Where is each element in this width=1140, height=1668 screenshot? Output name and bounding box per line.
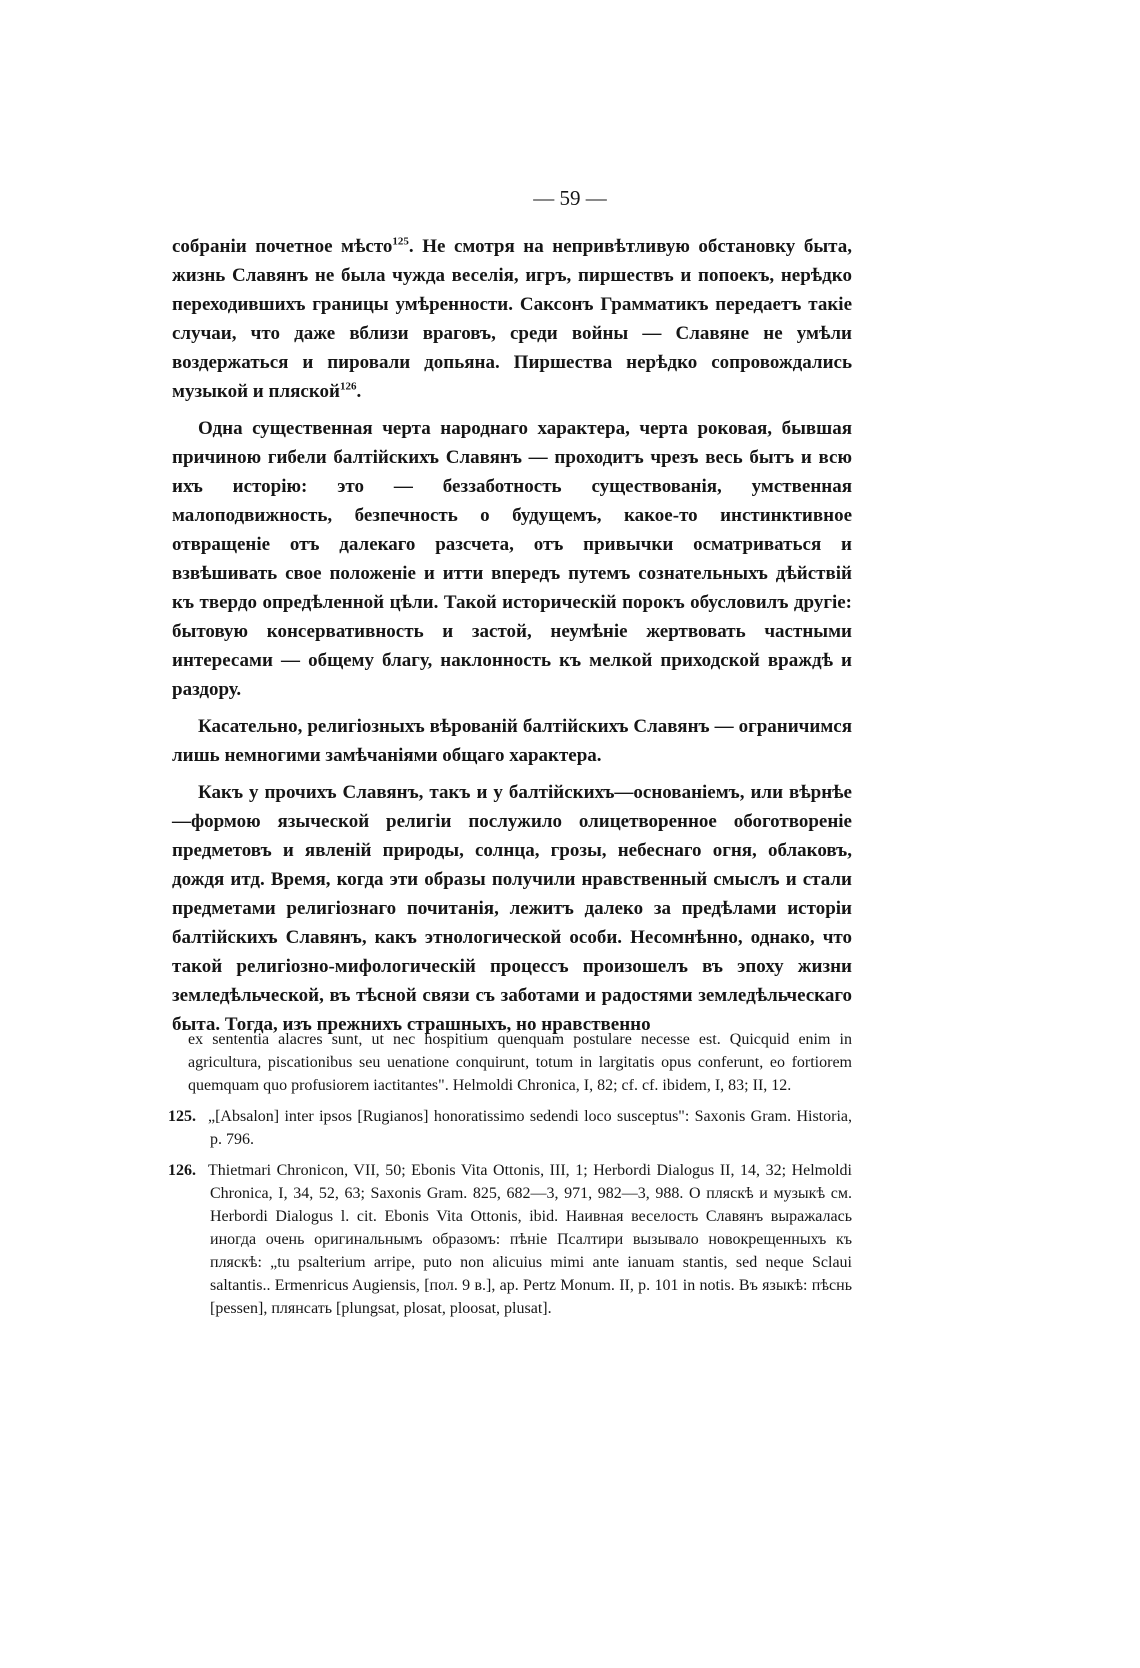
footnote-126-text: Thietmari Chronicon, VII, 50; Ebonis Vita Ottonis, III, 1; Herbordi Dialogus II, 14, 32; Helmoldi Chronica, I, 34, 52, 63; Saxonis Gram. 825, 682—3, 971, 982—3, 988. О пляскѣ и музыкѣ см. Herbordi Dialogus l. cit. Ebonis Vita Ottonis, ibid. Наивная веселость Славянъ выражалась иногда очень оригинальнымъ образомъ: пѣніе Псалтири вызывало новокрещенныхъ къ пляскѣ: „tu psalterium arripe, puto non alicuius mimi ante ianuam stantis, sed neque Sclaui saltantis.. Ermenricus Augiensis, [пол. 9 в.], ap. Pertz Monum. II, p. 101 in notis. Въ языкѣ: пѣснь [pessen], плянсать [plungsat, plosat, ploosat, plusat]. — [208, 1162, 852, 1317]
footnote-126-number: 126. — [168, 1162, 196, 1179]
paragraph-1 — [172, 232, 852, 406]
footnote-continuation: ex sententia alacres sunt, ut nec hospitium quenquam postulare necesse est. Quicquid enim in agricultura, piscationibus seu uenatione conquirunt, totum in largitatis opus conferunt, eo fortiorem quemquam quo profusiorem iactitantes". Helmoldi Chronica, I, 82; cf. cf. ibidem, I, 83; II, 12. — [188, 1031, 852, 1094]
footnote-125-number: 125. — [168, 1108, 196, 1125]
footnote-126 — [168, 1159, 852, 1320]
main-text — [172, 232, 852, 1047]
footnotes — [168, 1028, 852, 1328]
paragraph-1-text: собраніи почетное мѣсто — [172, 236, 393, 257]
paragraph-4: Какъ у прочихъ Славянъ, такъ и у балтійскихъ—основаніемъ, или вѣрнѣе—формою языческой религіи послужило олицетворенное обоготвореніе предметовъ и явленій природы, солнца, грозы, небеснаго огня, облаковъ, дождя итд. Время, когда эти образы получили нравственный смыслъ и стали предметами религіознаго почитанія, лежитъ далеко за предѣлами исторіи балтійскихъ Славянъ, какъ этнологической особи. Несомнѣнно, однако, что такой религіозно-мифологическій процессъ произошелъ въ эпоху жизни земледѣльческой, въ тѣсной связи съ заботами и радостями земледѣльческаго быта. Тогда, изъ прежнихъ страшныхъ, но нравственно — [172, 782, 852, 1035]
paragraph-2: Одна существенная черта народнаго характера, черта роковая, бывшая причиною гибели балтійскихъ Славянъ — проходитъ чрезъ весь бытъ и всю ихъ исторію: это — беззаботность существованія, умственная малоподвижность, безпечность о будущемъ, какое-то инстинктивное отвращеніе отъ далекаго разсчета, отъ привычки осматриваться и взвѣшивать свое положеніе и итти впередъ путемъ сознательныхъ дѣйствій къ твердо опредѣленной цѣли. Такой историческій порокъ обусловилъ другіе: бытовую консервативность и застой, неумѣніе жертвовать частными интересами — общему благу, наклонность къ мелкой приходской враждѣ и раздору. — [172, 418, 852, 700]
paragraph-3: Касательно, религіозныхъ вѣрованій балтійскихъ Славянъ — ограничимся лишь немногими замѣчаніями общаго характера. — [172, 716, 852, 766]
paragraph-1-end: . — [356, 381, 362, 402]
footnote-ref-125: 125 — [392, 235, 409, 248]
footnote-125 — [168, 1105, 852, 1151]
page-number: — 59 — — [533, 186, 607, 210]
footnote-125-text: „[Absalon] inter ipsos [Rugianos] honoratissimo sedendi loco susceptus": Saxonis Gram. Historia, p. 796. — [208, 1108, 852, 1148]
paragraph-1-tail: . Не смотря на непривѣтливую обстановку быта, жизнь Славянъ не была чужда веселія, игръ, пиршествъ и попоекъ, нерѣдко переходившихъ границы умѣренности. Саксонъ Грамматикъ передаетъ такіе случаи, что даже вблизи враговъ, среди войны — Славяне не умѣли воздержаться и пировали допьяна. Пиршества нерѣдко сопровождались музыкой и пляской — [172, 236, 852, 402]
footnote-ref-126: 126 — [339, 380, 357, 393]
